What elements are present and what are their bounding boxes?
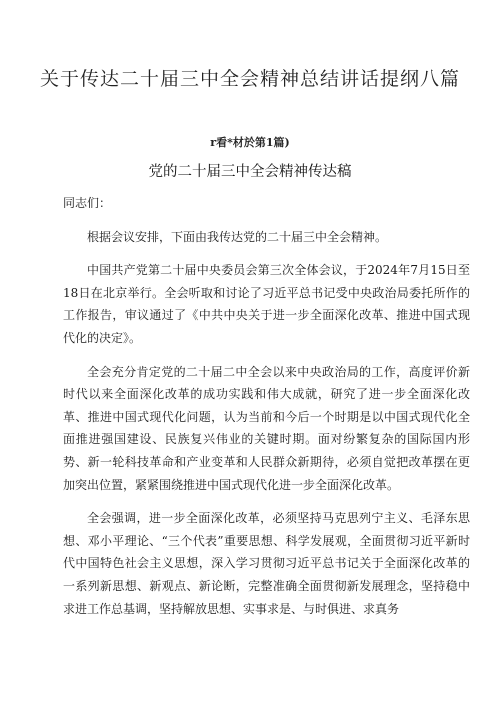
paragraph: 全会强调，进一步全面深化改革，必须坚持马克思列宁主义、毛泽东思想、邓小平理论、“三个代表”重要思想、科学发展观，全面贯彻习近平新时代中国特色社会主义思想，深入学习贯彻习近平总书记关于全面深化改革的一系列新思想、新观点、新论断，完整准确全面贯彻新发展理念，坚持稳中求进工作总基调，坚持解放思想、实事求是、与时俱进、求真务 [63, 511, 470, 616]
document-title: 关于传达二十届三中全会精神总结讲话提纲八篇 [39, 68, 460, 90]
document-subtitle: r看*材於第1篇) [210, 136, 290, 149]
paragraph: 根据会议安排，下面由我传达党的二十届三中全会精神。 [87, 229, 388, 244]
paragraph: 全会充分肯定党的二十届二中全会以来中央政治局的工作，高度评价新时代以来全面深化改革的成功实践和伟大成就，研究了进一步全面深化改革、推进中国式现代化问题，认为当前和今后一个时期是以中国式现代化全面推进强国建设、民族复兴伟业的关键时期。面对纷繁复杂的国际国内形势、新一轮科技革命和产业变革和人民群众新期待，必须自觉把改革摆在更加突出位置，紧紧围绕推进中国式现代化进一步全面深化改革。 [63, 364, 470, 492]
paragraph: 中国共产党第二十届中央委员会第三次全体会议，于2024年7月15日至18日在北京举行。全会听取和讨论了习近平总书记受中央政治局委托所作的工作报告，审议通过了《中共中央关于进一步全面深化改革、推进中国式现代化的决定》。 [63, 263, 470, 345]
salutation: 同志们： [63, 196, 112, 210]
document-body [63, 192, 470, 631]
section-title: 党的二十届三中全会精神传达稿 [148, 164, 352, 180]
